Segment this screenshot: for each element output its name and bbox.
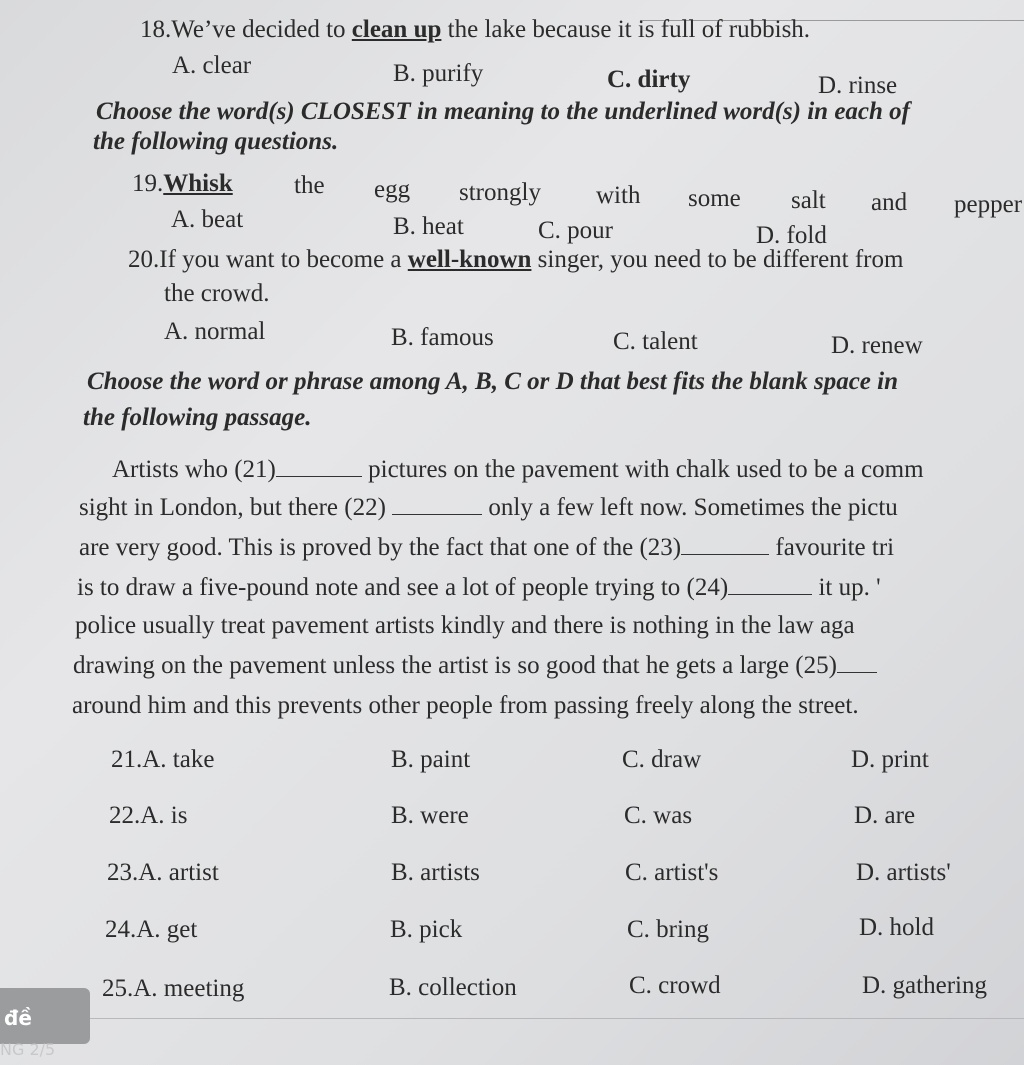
q20-underlined: well-known	[407, 246, 532, 273]
q20-option-c: C. talent	[613, 328, 698, 355]
q18-option-a: A. clear	[172, 52, 252, 79]
corner-tab-sublabel: NG 2/5	[0, 1040, 56, 1059]
q23-option-b: B. artists	[391, 859, 480, 886]
q19-underlined: Whisk	[163, 170, 233, 197]
q25-option-a: 25.A. meeting	[102, 975, 245, 1002]
q25-option-c: C. crowd	[629, 972, 721, 999]
q22-option-d: D. are	[854, 802, 916, 829]
q19-word-2: egg	[374, 176, 411, 203]
passage-line-4: is to draw a five-pound note and see a lot of people trying to (24) it up. '	[77, 574, 881, 601]
q23-option-d: D. artists'	[856, 859, 951, 886]
passage-line-3: are very good. This is proved by the fact that one of the (23) favourite tri	[79, 534, 895, 561]
passage-line-2: sight in London, but there (22) only a few left now. Sometimes the pictu	[79, 494, 898, 521]
q20-stem: 20.If you want to become a well-known singer, you need to be different from	[128, 246, 904, 273]
q21-option-d: D. print	[851, 746, 929, 773]
section2-instruction-line1: Choose the word or phrase among A, B, C or D that best fits the blank space in	[87, 368, 898, 395]
q19-word-4: with	[596, 182, 641, 209]
q19-number: 19.Whisk	[132, 170, 233, 197]
q23-option-a: 23.A. artist	[107, 859, 219, 886]
blank-23	[681, 534, 769, 555]
q19-option-c: C. pour	[538, 217, 613, 244]
q20-stem-line2: the crowd.	[164, 280, 270, 307]
q19-word-8: pepper	[954, 191, 1023, 218]
bottom-rule	[90, 1018, 1024, 1019]
q21-option-a: 21.A. take	[111, 746, 215, 773]
q23-option-c: C. artist's	[625, 859, 719, 886]
q24-option-b: B. pick	[390, 916, 463, 943]
blank-25	[837, 652, 877, 673]
section1-instruction-line1: Choose the word(s) CLOSEST in meaning to the underlined word(s) in each of	[96, 98, 911, 125]
q19-word-1: the	[294, 172, 325, 199]
q21-option-c: C. draw	[622, 746, 702, 773]
q19-word-6: salt	[791, 187, 826, 214]
blank-21	[276, 456, 362, 477]
q21-option-b: B. paint	[391, 746, 471, 773]
passage-line-7: around him and this prevents other people from passing freely along the street.	[72, 692, 859, 719]
blank-24	[728, 574, 812, 595]
passage-line-5: police usually treat pavement artists kindly and there is nothing in the law aga	[75, 612, 855, 639]
q20-option-d: D. renew	[831, 332, 923, 359]
section2-instruction-line2: the following passage.	[83, 404, 312, 431]
q24-option-c: C. bring	[627, 916, 709, 943]
q18-underlined: clean up	[351, 16, 442, 43]
q19-word-7: and	[871, 189, 908, 216]
q25-option-d: D. gathering	[862, 972, 987, 999]
q19-option-a: A. beat	[171, 206, 244, 233]
q18-stem: 18.We’ve decided to clean up the lake because it is full of rubbish.	[140, 16, 811, 43]
q18-option-b: B. purify	[393, 60, 484, 87]
q22-option-c: C. was	[624, 802, 693, 829]
q25-option-b: B. collection	[389, 974, 517, 1001]
q19-option-d: D. fold	[756, 222, 827, 249]
q18-option-d: D. rinse	[818, 72, 898, 99]
q20-option-a: A. normal	[164, 318, 266, 345]
q19-option-b: B. heat	[393, 213, 464, 240]
q20-option-b: B. famous	[391, 324, 494, 351]
passage-line-6: drawing on the pavement unless the artist is so good that he gets a large (25)	[73, 652, 877, 680]
q19-word-5: some	[688, 185, 741, 212]
q24-option-d: D. hold	[859, 914, 934, 941]
blank-22	[392, 494, 482, 515]
q19-word-3: strongly	[459, 179, 541, 206]
q24-option-a: 24.A. get	[105, 916, 198, 943]
q22-option-a: 22.A. is	[109, 802, 188, 829]
q18-option-c: C. dirty	[607, 66, 691, 93]
passage-line-1: Artists who (21) pictures on the pavement with chalk used to be a comm	[112, 456, 924, 483]
q22-option-b: B. were	[391, 802, 469, 829]
corner-tab-label: đề	[4, 1006, 32, 1030]
section1-instruction-line2: the following questions.	[93, 128, 339, 155]
